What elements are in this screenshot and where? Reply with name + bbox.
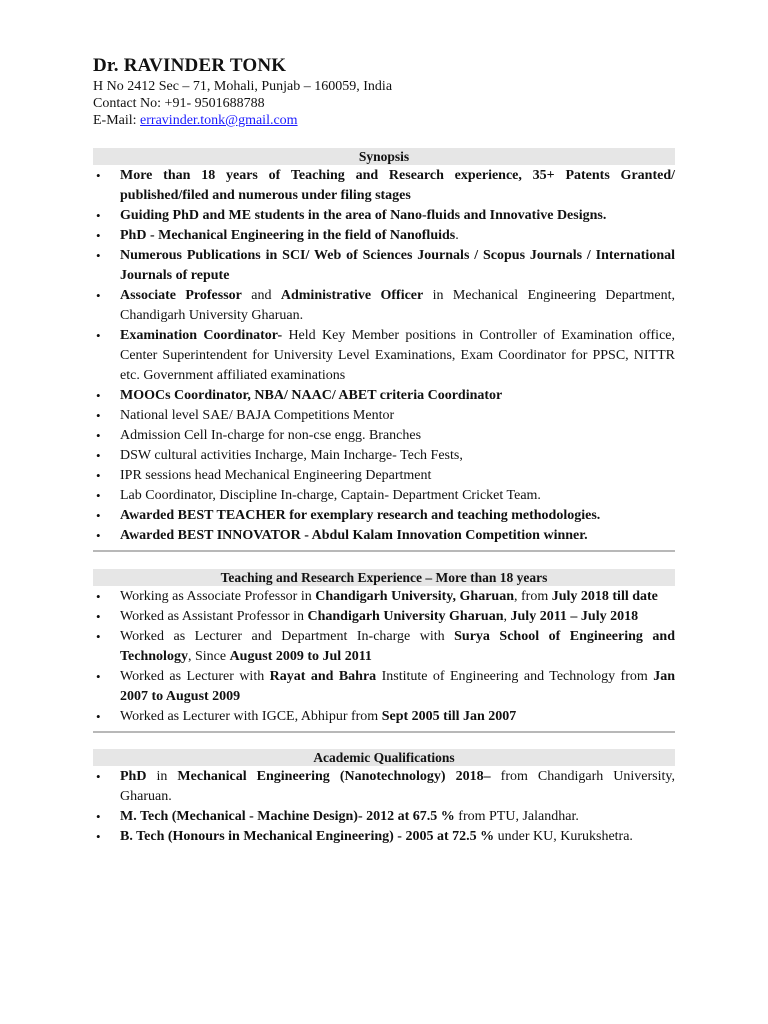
bold-text: Associate Professor: [120, 288, 242, 303]
synopsis-heading: Synopsis: [93, 148, 675, 165]
address-line: H No 2412 Sec – 71, Mohali, Punjab – 160059, India: [93, 79, 393, 94]
text: under KU, Kurukshetra.: [494, 829, 633, 844]
bold-text: August 2009 to Jul 2011: [229, 649, 372, 664]
text: Admission Cell In-charge for non-cse engg. Branches: [120, 428, 422, 443]
list-item: [93, 526, 675, 546]
bold-text: Sept 2005 till Jan 2007: [381, 709, 517, 724]
bullet-icon: •: [96, 629, 101, 644]
list-item: [93, 486, 675, 506]
bold-text: Chandigarh University, Gharuan: [315, 589, 514, 604]
bullet-icon: •: [96, 829, 101, 844]
bold-text: Jan 2007 to August 2009: [120, 669, 675, 704]
text: in Mechanical Engineering Department, Chandigarh University Gharuan.: [120, 288, 675, 323]
text: from PTU, Jalandhar.: [454, 809, 579, 824]
text: Worked as Assistant Professor in: [120, 609, 308, 624]
bullet-icon: •: [96, 168, 101, 183]
list-item: [93, 587, 675, 607]
bold-text: July 2018 till date: [551, 589, 658, 604]
text: Held Key Member positions in Controller of Examination office, Center Superintendent for University Level Examinations, Exam Coordinator for PPSC, NITTR etc. Government affiliated examinations: [120, 328, 675, 383]
email-link[interactable]: erravinder.tonk@gmail.com: [140, 113, 298, 128]
bold-text: Mechanical Engineering (Nanotechnology) 2018–: [177, 769, 491, 784]
bold-text: Surya School of Engineering and Technology: [120, 629, 675, 664]
bullet-icon: •: [96, 408, 101, 423]
list-item: [93, 667, 675, 707]
bold-text: Examination Coordinator-: [120, 328, 283, 343]
bold-text: PhD: [120, 769, 147, 784]
bullet-icon: •: [96, 609, 101, 624]
text: DSW cultural activities Incharge, Main Incharge- Tech Fests,: [120, 448, 463, 463]
bullet-icon: •: [96, 709, 101, 724]
list-item: [93, 246, 675, 286]
list-item: [93, 446, 675, 466]
bold-text: Awarded BEST TEACHER for exemplary research and teaching methodologies.: [120, 508, 601, 523]
bullet-icon: •: [96, 228, 101, 243]
email-prefix: E-Mail:: [93, 113, 141, 128]
list-item: [93, 426, 675, 446]
text: Worked as Lecturer with: [120, 669, 270, 684]
experience-list: [93, 587, 675, 727]
bullet-icon: •: [96, 208, 101, 223]
email-line: [93, 112, 675, 129]
list-item: [93, 166, 675, 206]
experience-heading: Teaching and Research Experience – More than 18 years: [93, 569, 675, 586]
resume-page: [93, 54, 675, 847]
bullet-icon: •: [96, 488, 101, 503]
bullet-icon: •: [96, 589, 101, 604]
bullet-icon: •: [96, 248, 101, 263]
text: Institute of Engineering and Technology from: [376, 669, 654, 684]
list-item: [93, 466, 675, 486]
text: .: [455, 228, 459, 243]
list-item: [93, 767, 675, 807]
synopsis-list: [93, 166, 675, 546]
text: Lab Coordinator, Discipline In-charge, Captain- Department Cricket Team.: [120, 488, 541, 503]
bold-text: Rayat and Bahra: [269, 669, 377, 684]
bullet-icon: •: [96, 468, 101, 483]
bold-text: B. Tech (Honours in Mechanical Engineering) - 2005 at 72.5 %: [120, 829, 495, 844]
bullet-icon: •: [96, 288, 101, 303]
bullet-icon: •: [96, 669, 101, 684]
list-item: [93, 286, 675, 326]
bold-text: PhD - Mechanical Engineering in the field of Nanofluids: [120, 228, 456, 243]
text: Working as Associate Professor in: [120, 589, 316, 604]
text: Worked as Lecturer and Department In-charge with: [120, 629, 455, 644]
bold-text: Guiding PhD and ME students in the area of Nano-fluids and Innovative Designs.: [120, 208, 607, 223]
text: IPR sessions head Mechanical Engineering Department: [120, 468, 432, 483]
bullet-icon: •: [96, 809, 101, 824]
bold-text: Numerous Publications in SCI/ Web of Sciences Journals / Scopus Journals / International Journals of repute: [120, 248, 675, 283]
list-item: [93, 386, 675, 406]
bullet-icon: •: [96, 388, 101, 403]
bullet-icon: •: [96, 508, 101, 523]
list-item: [93, 807, 675, 827]
bullet-icon: •: [96, 428, 101, 443]
text: ,: [503, 609, 511, 624]
bullet-icon: •: [96, 328, 101, 343]
bold-text: More than 18 years of Teaching and Research experience, 35+ Patents Granted/ published/filed and numerous under filing stages: [120, 168, 675, 203]
academics-list: [93, 767, 675, 847]
bullet-icon: •: [96, 448, 101, 463]
contact-prefix: Contact No:: [93, 96, 165, 111]
list-item: [93, 607, 675, 627]
list-item: [93, 326, 675, 386]
list-item: [93, 707, 675, 727]
bold-text: Chandigarh University Gharuan: [307, 609, 504, 624]
text: , from: [514, 589, 552, 604]
academics-heading: Academic Qualifications: [93, 749, 675, 766]
bold-text: Administrative Officer: [280, 288, 424, 303]
text: , Since: [187, 649, 230, 664]
list-item: [93, 226, 675, 246]
bold-text: M. Tech (Mechanical - Machine Design)- 2012 at 67.5 %: [120, 809, 455, 824]
phone-number: +91- 9501688788: [164, 96, 265, 111]
contact-line: [93, 95, 675, 112]
text: National level SAE/ BAJA Competitions Mentor: [120, 408, 395, 423]
bullet-icon: •: [96, 528, 101, 543]
bold-text: MOOCs Coordinator, NBA/ NAAC/ ABET criteria Coordinator: [120, 388, 503, 403]
text: Worked as Lecturer with IGCE, Abhipur from: [120, 709, 382, 724]
list-item: [93, 827, 675, 847]
bold-text: Awarded BEST INNOVATOR - Abdul Kalam Innovation Competition winner.: [120, 528, 588, 543]
text: and: [241, 288, 281, 303]
text: from Chandigarh University, Gharuan.: [120, 769, 675, 804]
bullet-icon: •: [96, 769, 101, 784]
list-item: [93, 406, 675, 426]
list-item: [93, 627, 675, 667]
text: in: [146, 769, 178, 784]
list-item: [93, 206, 675, 226]
bold-text: July 2011 – July 2018: [510, 609, 639, 624]
list-item: [93, 506, 675, 526]
candidate-name: Dr. RAVINDER TONK: [93, 55, 287, 76]
